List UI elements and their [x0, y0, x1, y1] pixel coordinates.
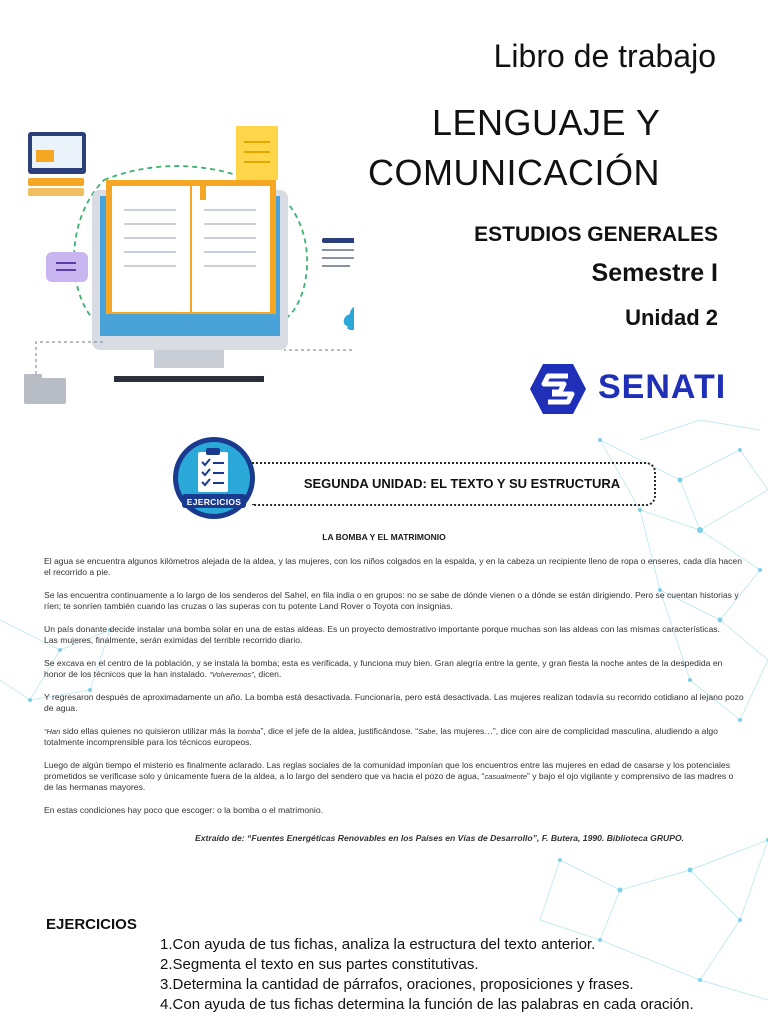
- story-text: , las mujeres…”, dice con aire de complicidad masculina, aludiendo a algo totalmente incomprensible para los técnicos europeos.: [44, 726, 718, 747]
- senati-logo-icon: [528, 362, 588, 416]
- story-paragraph: El agua se encuentra algunos kilómetros alejada de la aldea, y las mujeres, con los niños colgados en la espalda, y en la cabeza un recipiente lleno de ropa o enseres, cada día hacen el recorrido a pie.: [44, 556, 742, 577]
- exercise-item: [160, 955, 694, 975]
- story-paragraph: [44, 624, 744, 646]
- subject-title-line1: LENGUAJE Y: [432, 102, 661, 143]
- exercise-text: Segmenta el texto en sus partes constitutivas.: [172, 956, 479, 973]
- story-text: Luego de algún tiempo el misterio es finalmente aclarado. Las reglas sociales de la comunidad imponían que los encuentros entre las mujeres en edad de casarse y los potenciales prometidos se verificase solo y únicamente fuera de la aldea, a lo largo del sendero que va hacia el pozo de agua, “: [44, 760, 730, 781]
- exercise-item: [160, 995, 694, 1015]
- story-title: LA BOMBA Y EL MATRIMONIO: [322, 532, 446, 542]
- quoted-word: Sabe: [418, 727, 436, 736]
- story-paragraph: Se las encuentra continuamente a lo largo de los senderos del Sahel, en fila india o en grupos: no se sabe de dónde vienen o a dónde se están dirigiendo. Pero se cuentan historias y ríen; te sonríen también cuando las cruzas o las superas con tu potente Land Rover o Toyota con insignias.: [44, 590, 739, 611]
- unit-title: SEGUNDA UNIDAD: EL TEXTO Y SU ESTRUCTURA: [303, 476, 621, 491]
- unit-label: Unidad 2: [625, 305, 718, 330]
- exercise-text: Con ayuda de tus fichas, analiza la estructura del texto anterior.: [172, 936, 596, 953]
- exercise-number: 2.: [160, 956, 173, 973]
- quoted-word: “Han: [44, 727, 61, 736]
- exercises-list: [160, 935, 694, 1015]
- source-citation: Extraído de: “Fuentes Energéticas Renovables en los Países en Vías de Desarrollo”, F. Butera, 1990. Biblioteca GRUPO.: [195, 833, 685, 843]
- story-sentence: Las mujeres, finalmente, serán eximidas del terrible recorrido diario.: [44, 635, 303, 645]
- exercise-number: 1.: [160, 936, 173, 953]
- story-paragraph: [44, 726, 744, 748]
- story-text: ” y bajo el ojo vigilante y comprensivo de las madres o de las hermanas mayores.: [44, 771, 734, 792]
- checklist-clipboard-icon: [172, 436, 256, 520]
- exercises-heading: EJERCICIOS: [46, 916, 137, 933]
- story-sentence: Un país donante decide instalar una bomba solar en una de estas aldeas. Es un proyecto demostrativo importante porque muchas son las aldeas con las mismas características.: [44, 624, 720, 634]
- story-text: Se excava en el centro de la población, y se instala la bomba; esta es verificada, y funciona muy bien. Gran alegría entre la gente, y gran fiesta la noche antes de la despedida en honor de los técnicos que la han instalado.: [44, 658, 723, 679]
- exercise-text: Con ayuda de tus fichas determina la función de las palabras en cada oración.: [172, 996, 694, 1013]
- program-label: ESTUDIOS GENERALES: [474, 223, 718, 246]
- exercise-item: [160, 935, 694, 955]
- story-text: sido ellas quienes no quisieron utilizar más la: [60, 726, 238, 736]
- exercise-number: 4.: [160, 996, 173, 1013]
- exercise-item: [160, 975, 694, 995]
- story-text: , dicen.: [253, 669, 282, 679]
- story-paragraph: En estas condiciones hay poco que escoger: o la bomba o el matrimonio.: [44, 805, 323, 815]
- story-paragraph: Y regresaron después de aproximadamente un año. La bomba está desactivada. Funcionaría, pero está desactivada. Las mujeres realizan todavía su recorrido cotidiano al lejano pozo de agua.: [44, 692, 744, 713]
- book-label: Libro de trabajo: [493, 38, 716, 74]
- story-paragraph: [44, 658, 744, 680]
- quoted-word: casualmente: [484, 772, 527, 781]
- exercise-number: 3.: [160, 976, 173, 993]
- story-paragraph: [44, 760, 744, 793]
- semester-label: Semestre I: [591, 259, 718, 287]
- subject-title-line2: COMUNICACIÓN: [368, 152, 660, 193]
- quoted-word: “Volveremos”: [209, 670, 254, 679]
- badge-label: EJERCICIOS: [186, 497, 242, 507]
- computer-book-illustration: [14, 120, 354, 410]
- story-text: ”, dice el jefe de la aldea, justificándose. “: [260, 726, 419, 736]
- exercise-text: Determina la cantidad de párrafos, oraciones, proposiciones y frases.: [172, 976, 634, 993]
- story-body: [44, 556, 744, 828]
- brand-name: SENATI: [598, 368, 727, 406]
- quoted-word: bomba: [237, 727, 261, 736]
